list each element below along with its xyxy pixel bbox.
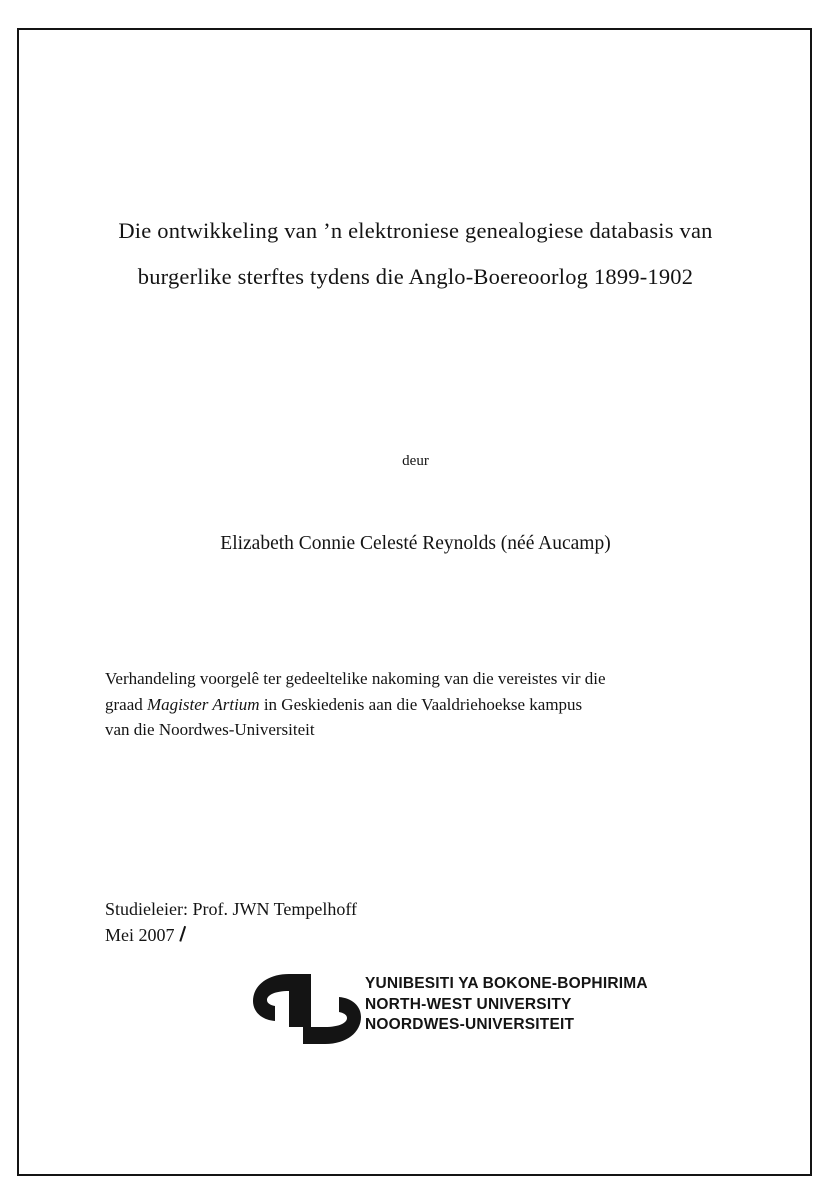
degree-statement-line-1: Verhandeling voorgelê ter gedeeltelike nakoming van die vereistes vir die: [105, 669, 606, 688]
logo-line-3: NOORDWES-UNIVERSITEIT: [365, 1016, 575, 1033]
title-line-2: burgerlike sterftes tydens die Anglo-Boereoorlog 1899-1902: [137, 264, 694, 289]
degree-statement: [105, 666, 726, 743]
logo-line-1: YUNIBESITI YA BOKONE-BOPHIRIMA: [365, 975, 648, 992]
degree-statement-line-2-prefix: graad: [105, 694, 148, 714]
date-text: Mei 2007: [105, 925, 175, 945]
author-name: Elizabeth Connie Celesté Reynolds (néé Aucamp): [220, 533, 611, 554]
title-page-content: [103, 28, 728, 1176]
degree-statement-line-2-suffix: in Geskiedenis aan die Vaaldriehoekse kampus: [259, 694, 583, 714]
logo-line-2: NORTH-WEST UNIVERSITY: [365, 995, 572, 1013]
supervisor-line: Studieleier: Prof. JWN Tempelhoff: [105, 899, 358, 919]
date-line: [105, 922, 175, 948]
north-west-university-logo-mark-icon: [251, 972, 363, 1046]
university-logo-text: [365, 974, 648, 1036]
by-word: deur: [402, 453, 429, 469]
degree-name-italic: Magister Artium: [147, 694, 260, 714]
page-title: [103, 208, 728, 300]
degree-statement-line-2: [105, 692, 726, 718]
title-line-1: Die ontwikkeling van ’n elektroniese genealogiese databasis van: [118, 218, 713, 243]
degree-statement-line-3: van die Noordwes-Universiteit: [105, 720, 315, 739]
university-logo: [251, 970, 731, 1050]
supervisor-block: [105, 896, 605, 948]
